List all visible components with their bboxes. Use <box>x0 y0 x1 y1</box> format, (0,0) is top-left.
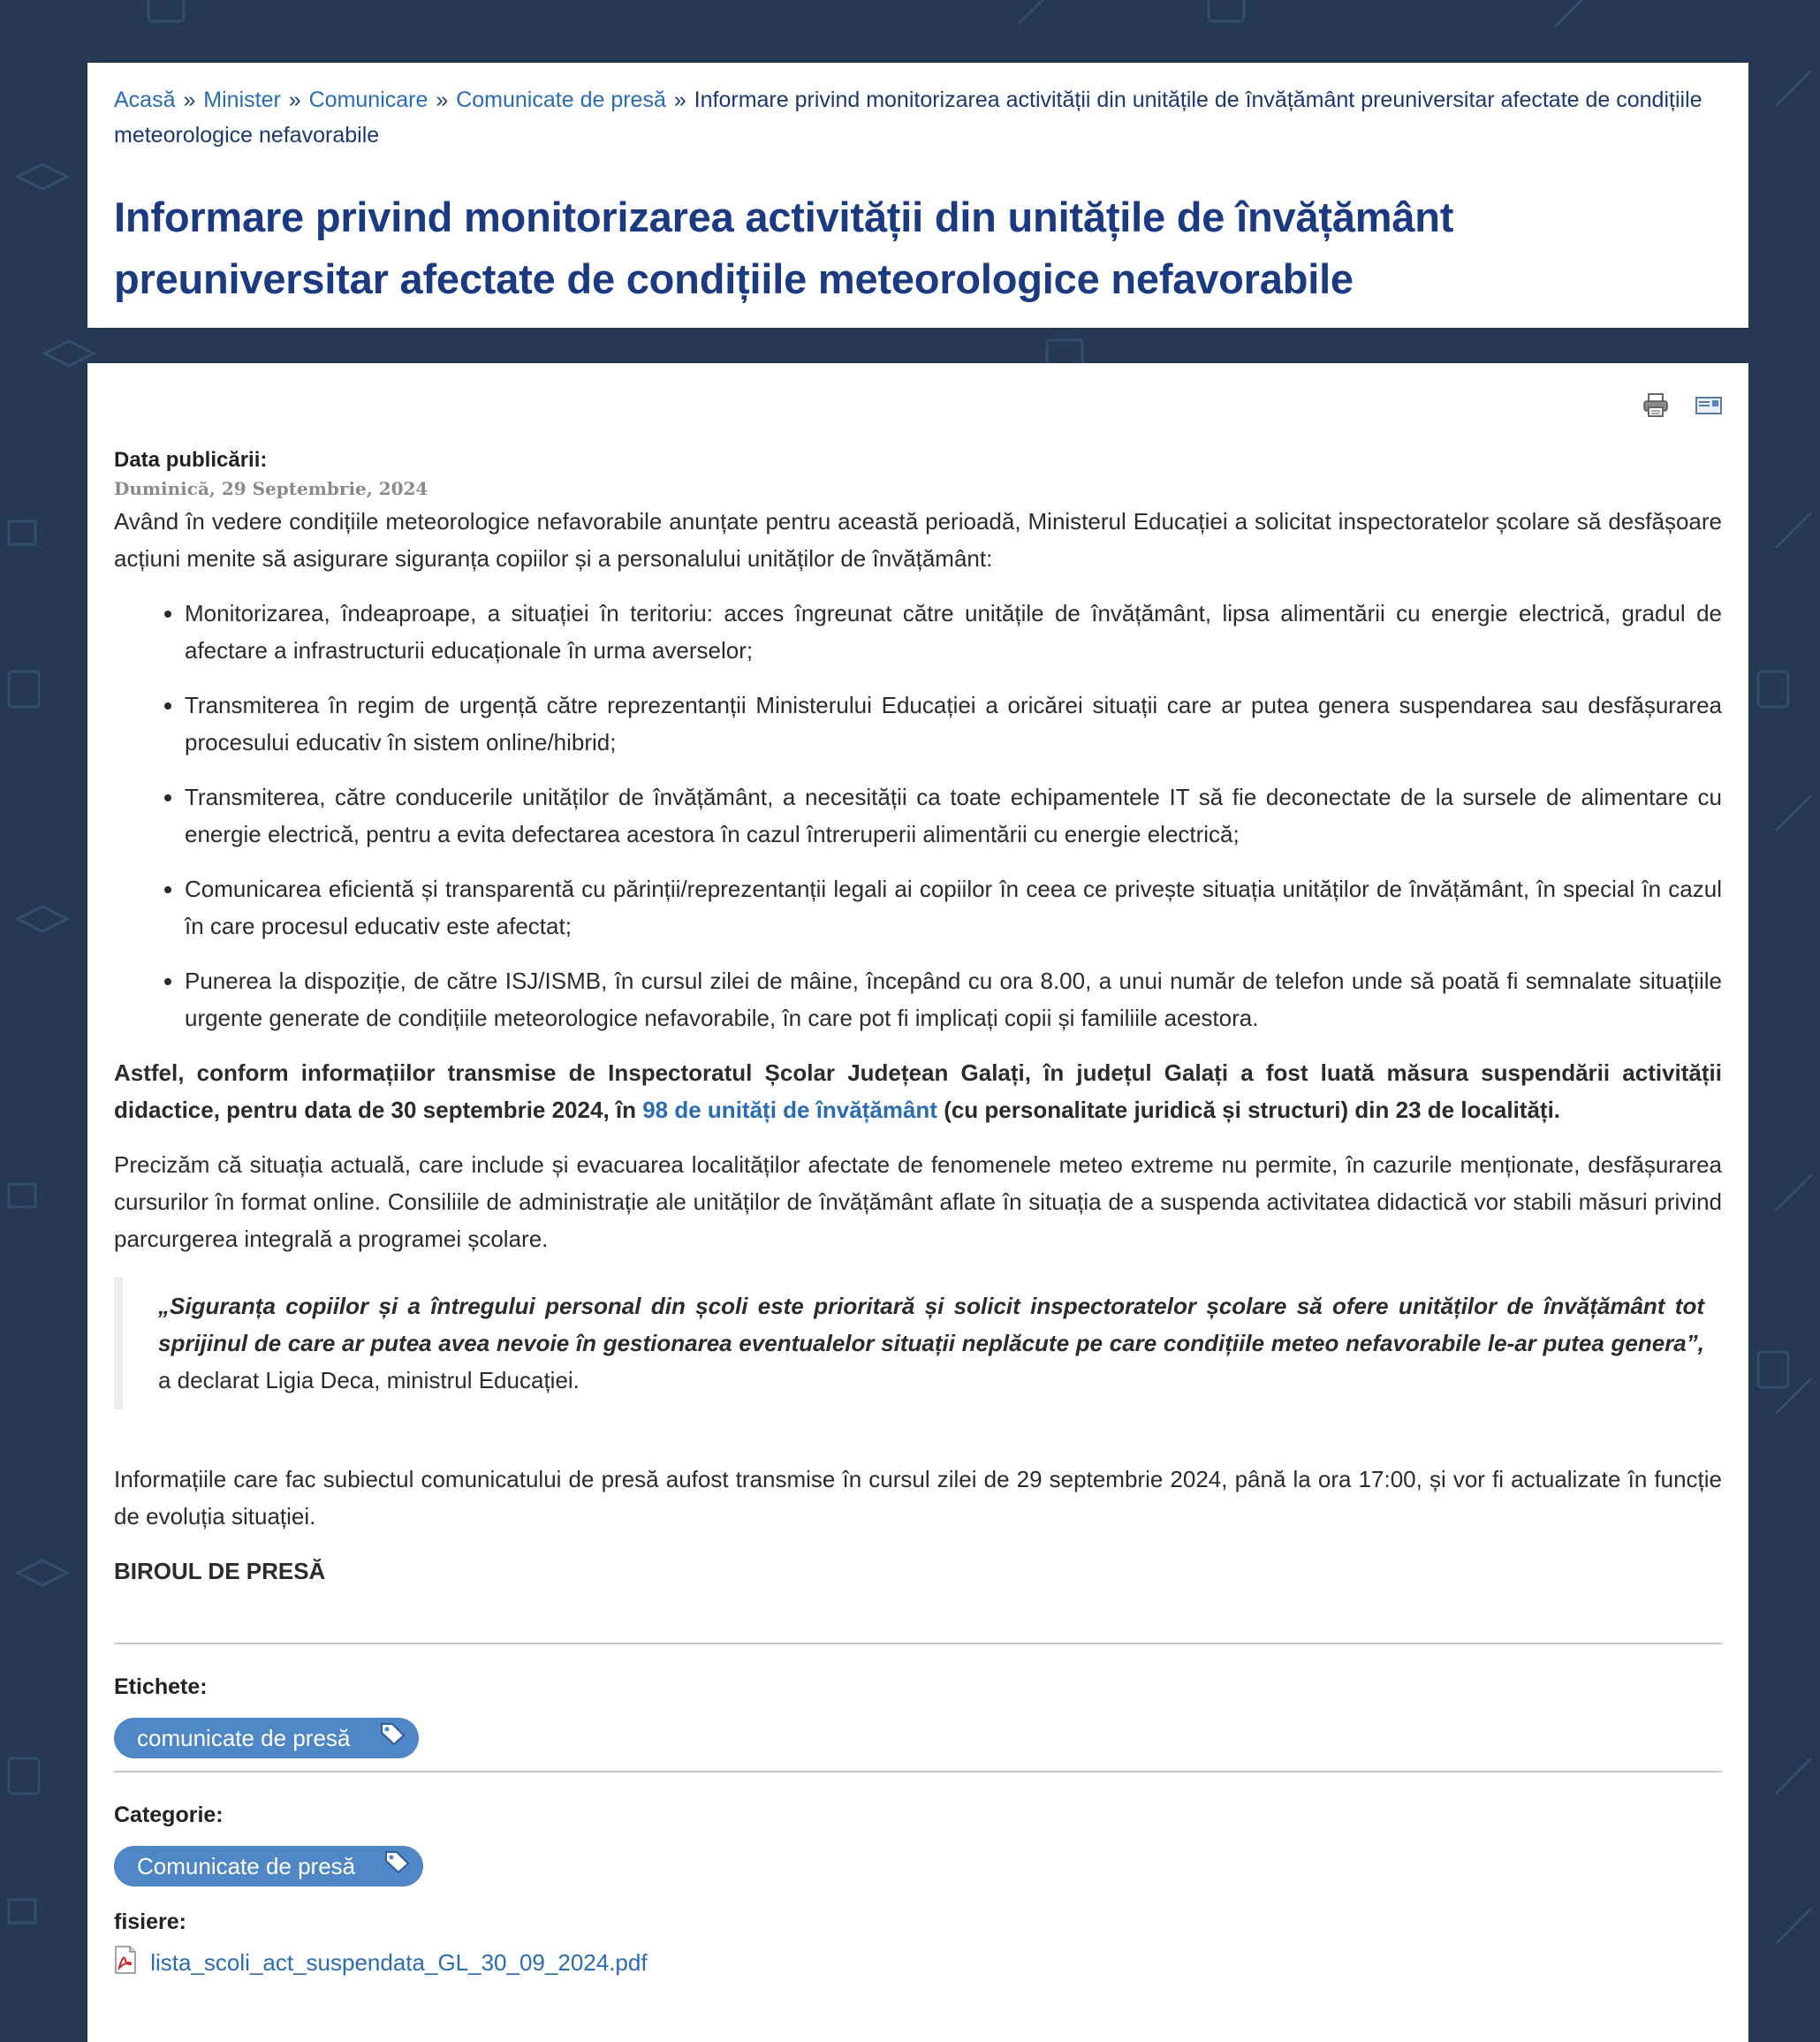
category-label: Categorie: <box>114 1803 224 1827</box>
galati-text-start: Astfel, conform informațiilor transmise de Inspectoratul Școlar Județean Galați, în județul Galați a fost luată măsura suspendării activității didactice, pentru data de 30 septembrie 2024, în <box>114 1059 1722 1123</box>
press-office-signature: BIROUL DE PRESĂ <box>114 1558 326 1584</box>
measures-list <box>114 595 1722 1036</box>
breadcrumb-minister-link[interactable]: Minister <box>203 87 281 112</box>
breadcrumb-press-releases-link[interactable]: Comunicate de presă <box>456 87 666 112</box>
header-card <box>87 63 1748 328</box>
list-item: • Comunicarea eficientă și transparentă cu părinții/reprezentanții legali ai copiilor în ceea ce privește situația unităților de învățământ, în special în cazul în care procesul educativ este afectat; <box>185 870 1722 945</box>
files-label: fisiere: <box>114 1909 186 1934</box>
breadcrumb-separator: » <box>436 87 449 112</box>
publication-date: Duminică, 29 Septembrie, 2024 <box>114 478 428 499</box>
tag-label: comunicate de presă <box>137 1725 351 1751</box>
minister-quote <box>114 1277 1722 1409</box>
tags-section <box>114 1674 1722 1758</box>
divider <box>114 1771 1722 1773</box>
breadcrumb-home-link[interactable]: Acasă <box>114 87 176 112</box>
intro-paragraph: Având în vedere condițiile meteorologice nefavorabile anunțate pentru această perioadă, Ministerul Educației a solicitat inspectoratelor școlare să desfășoare acțiuni menite să asigurare siguranța copiilor și a personalului unităților de învățământ: <box>114 508 1722 572</box>
breadcrumb-separator: » <box>288 87 301 112</box>
breadcrumb-separator: » <box>183 87 196 112</box>
quote-text: „Siguranța copiilor și a întregului personal din școli este prioritară și solicit inspectoratelor școlare să ofere unităților de învățământ tot sprijinul de care ar putea avea nevoie în gestionarea eventualelor situații neplăcute pe care condițiile meteo nefavorabile le-ar putea genera”, <box>158 1293 1704 1356</box>
tags-label: Etichete: <box>114 1674 208 1699</box>
list-item: • Punerea la dispoziție, de către ISJ/ISMB, în cursul zilei de mâine, începând cu ora 8.00, a unui număr de telefon unde să poată fi semnalate situațiile urgente generate de condițiile meteorologice nefavorabile, în care pot fi implicați copii și familiile acestora. <box>185 962 1722 1036</box>
list-item: • Monitorizarea, îndeaproape, a situației în teritoriu: acces îngreunat către unitățile de învățământ, lipsa alimentării cu energie electrică, gradul de afectare a infrastructurii educaționale în urma averselor; <box>185 595 1722 669</box>
category-pill-label: Comunicate de presă <box>137 1853 356 1879</box>
files-section <box>114 1909 1722 1980</box>
situation-paragraph: Precizăm că situația actuală, care include și evacuarea localităților afectate de fenomenele meteo extreme nu permite, în cazurile menționate, desfășurarea cursurilor în format online. Consiliile de administrație ale unităților de învățământ aflate în situația de a suspenda activitatea didactică vor stabili măsuri privind parcurgerea integrală a programei școlare. <box>114 1151 1722 1252</box>
divider <box>114 1643 1722 1644</box>
quote-attribution: a declarat Ligia Deca, ministrul Educației. <box>158 1367 580 1393</box>
breadcrumb-communication-link[interactable]: Comunicare <box>308 87 428 112</box>
tag-pill[interactable] <box>114 1718 419 1758</box>
galati-text-end: (cu personalitate juridică și structuri) din 23 de localități. <box>937 1097 1561 1123</box>
print-icon[interactable] <box>1642 393 1669 422</box>
update-paragraph: Informațiile care fac subiectul comunicatului de presă aufost transmise în cursul zilei de 29 septembrie 2024, până la ora 17:00, și vor fi actualizate în funcție de evoluția situației. <box>114 1466 1722 1530</box>
pdf-file-link[interactable]: lista_scoli_act_suspendata_GL_30_09_2024.pdf <box>150 1949 648 1976</box>
schools-list-link[interactable]: 98 de unități de învățământ <box>642 1097 937 1123</box>
pdf-file-icon <box>114 1946 137 1980</box>
publication-date-label: Data publicării: <box>114 448 268 472</box>
breadcrumb-separator: » <box>673 87 686 112</box>
category-pill[interactable] <box>114 1846 423 1886</box>
email-icon[interactable] <box>1695 396 1722 420</box>
file-row <box>114 1946 1722 1980</box>
article-card <box>87 363 1748 2042</box>
article-body <box>114 503 1722 1590</box>
breadcrumb-current-page: Informare privind monitorizarea activității din unitățile de învățământ preuniversitar afectate de condițiile meteorologice nefavorabile <box>114 87 1702 148</box>
list-item: • Transmiterea în regim de urgență către reprezentanții Ministerului Educației a oricărei situații care ar putea genera suspendarea sau desfășurarea procesului educativ în sistem online/hibrid; <box>185 687 1722 761</box>
tag-icon <box>378 1717 406 1757</box>
category-section <box>114 1803 1722 1886</box>
breadcrumb <box>114 82 1722 153</box>
galati-paragraph <box>114 1054 1722 1128</box>
tag-icon <box>383 1845 411 1886</box>
article-tools <box>114 393 1722 420</box>
page-title: Informare privind monitorizarea activității din unitățile de învățământ preuniversitar afectate de condițiile meteorologice nefavorabile <box>114 194 1454 302</box>
list-item: • Transmiterea, către conducerile unităților de învățământ, a necesității ca toate echipamentele IT să fie deconectate de la sursele de alimentare cu energie electrică, pentru a evita defectarea acestora în cazul întreruperii alimentării cu energie electrică; <box>185 778 1722 853</box>
